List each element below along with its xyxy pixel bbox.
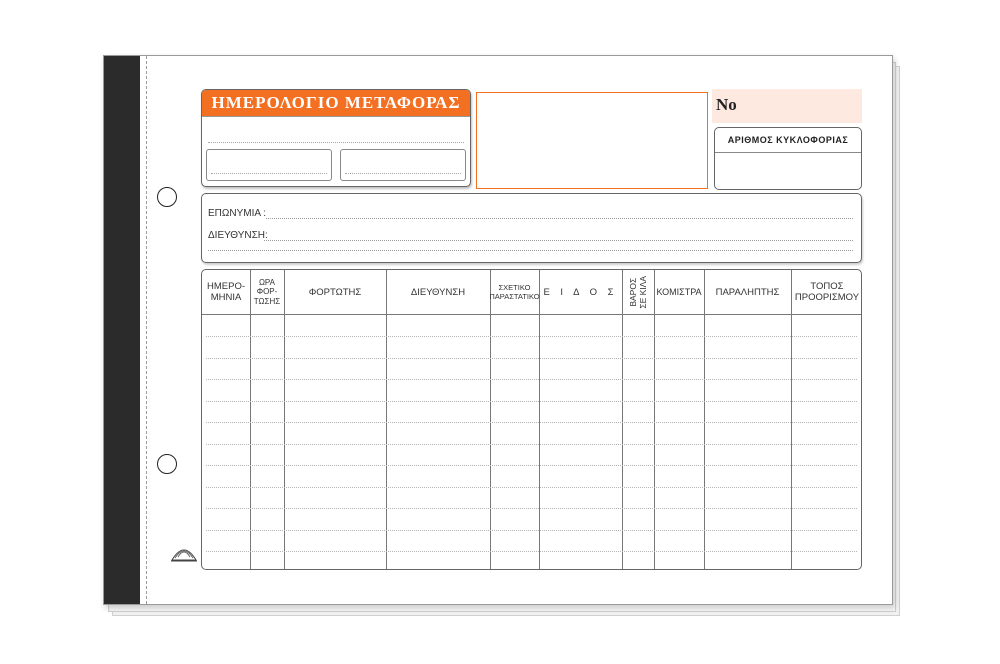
form-title: ΗΜΕΡΟΛΟΓΙΟ ΜΕΤΑΦΟΡΑΣ [202, 90, 470, 117]
customer-details-box [201, 193, 862, 263]
publisher-logo-icon [169, 538, 199, 564]
header-address: ΔΙΕΥΘΥΝΣΗ [410, 286, 466, 298]
serial-number-area [712, 89, 862, 123]
stamp-area[interactable] [476, 92, 708, 189]
table-row[interactable] [206, 379, 857, 380]
table-row[interactable] [206, 358, 857, 359]
table-row[interactable] [206, 401, 857, 402]
header-destination: ΤΟΠΟΣ ΠΡΟΟΡΙΣΜΟΥ [794, 281, 860, 303]
address-label: ΔΙΕΥΘΥΝΣΗ: [208, 230, 268, 241]
column-divider [490, 270, 491, 569]
title-subfield-left[interactable] [206, 149, 332, 181]
header-goods-type: Ε Ι Δ Ο Σ [543, 286, 618, 298]
title-block [201, 89, 471, 187]
punch-hole [157, 454, 177, 474]
table-row[interactable] [206, 508, 857, 509]
header-freight-charges: ΚΟΜΙΣΤΡΑ [656, 286, 702, 297]
column-divider [654, 270, 655, 569]
header-related-document: ΣΧΕΤΙΚΟ ΠΑΡΑΣΤΑΤΙΚΟ [489, 283, 540, 301]
serial-number-label: No [716, 95, 737, 114]
header-weight-kg [622, 270, 654, 314]
header-shipper: ΦΟΡΤΩΤΗΣ [308, 286, 362, 298]
column-divider [791, 270, 792, 569]
column-divider [284, 270, 285, 569]
registration-number-label: ΑΡΙΘΜΟΣ ΚΥΚΛΟΦΟΡΙΑΣ [715, 128, 861, 153]
table-row[interactable] [206, 422, 857, 423]
table-row[interactable] [206, 551, 857, 552]
title-field-line [208, 142, 464, 143]
address-field[interactable] [264, 240, 853, 241]
column-divider [539, 270, 540, 569]
table-row[interactable] [206, 444, 857, 445]
binding-strip [104, 56, 140, 604]
column-divider [704, 270, 705, 569]
company-name-field[interactable] [266, 218, 853, 219]
perforation-line [146, 56, 147, 604]
transport-log-form [103, 55, 893, 605]
header-recipient: ΠΑΡΑΛΗΠΤΗΣ [715, 286, 780, 298]
company-name-label: ΕΠΩΝΥΜΙΑ : [208, 208, 267, 219]
punch-hole [157, 187, 177, 207]
title-subfield-right[interactable] [340, 149, 466, 181]
table-row[interactable] [206, 487, 857, 488]
registration-number-box[interactable] [714, 127, 862, 190]
header-loading-time: ΩΡΑ ΦΟΡ- ΤΩΣΗΣ [253, 277, 281, 306]
header-date: ΗΜΕΡΟ- ΜΗΝΙΑ [207, 281, 245, 303]
entries-table [201, 269, 862, 570]
address-extra-line[interactable] [208, 250, 853, 251]
table-row[interactable] [206, 530, 857, 531]
header-weight-kg-text: ΒΑΡΟΣ ΣΕ ΚΙΛΑ [628, 275, 648, 309]
column-divider [622, 270, 623, 569]
table-row[interactable] [206, 336, 857, 337]
column-divider [250, 270, 251, 569]
table-row[interactable] [206, 465, 857, 466]
column-divider [386, 270, 387, 569]
